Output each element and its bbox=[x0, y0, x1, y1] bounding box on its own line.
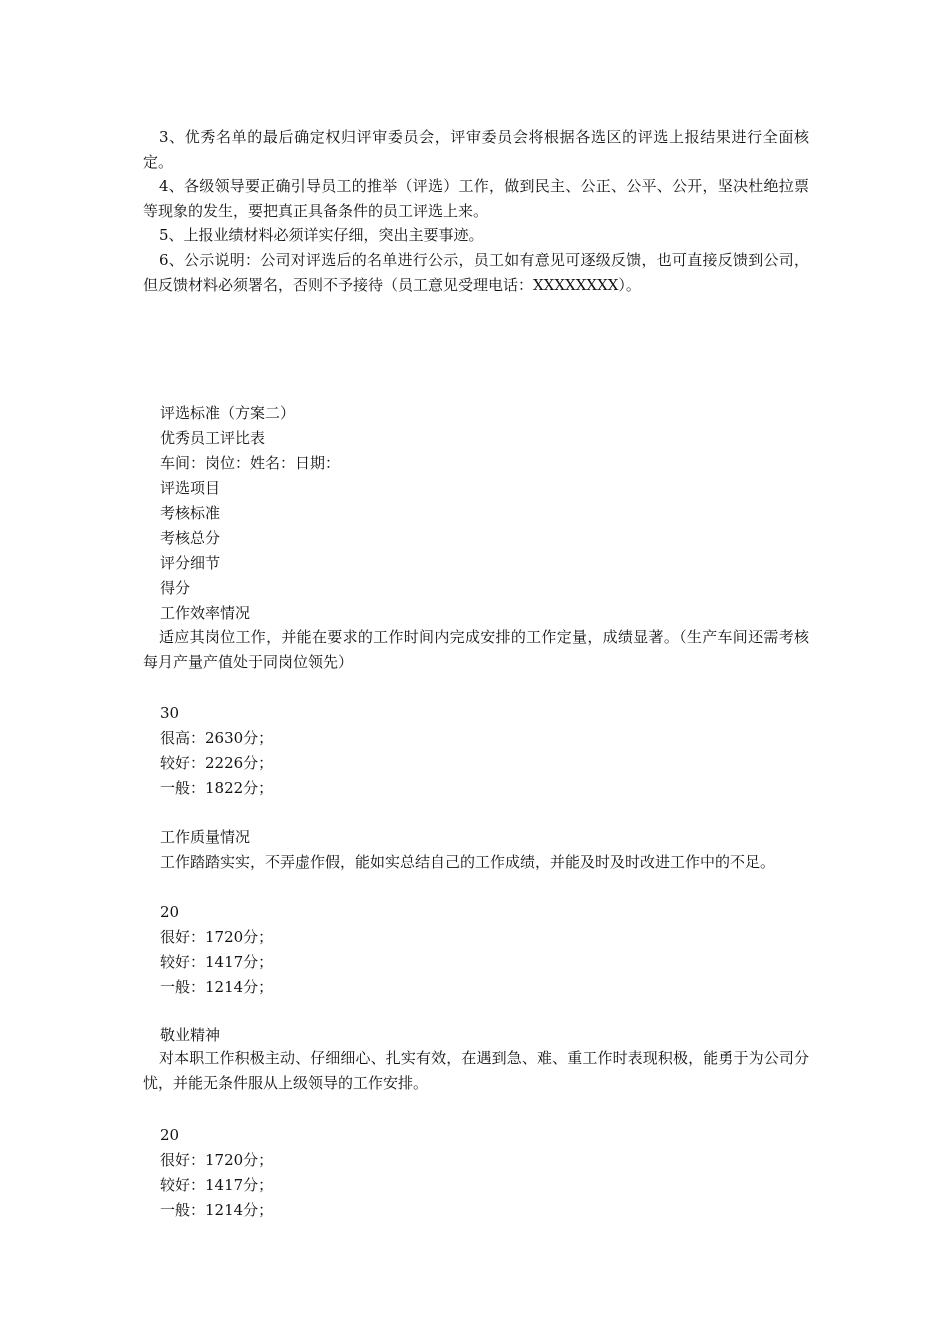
item-detail: 一般：1822分； bbox=[160, 779, 274, 797]
item-detail: 很高：2630分； bbox=[160, 729, 274, 747]
rule-item-5: 5、上报业绩材料必须详实仔细，突出主要事迹。 bbox=[159, 226, 484, 244]
item-standard: 适应其岗位工作，并能在要求的工作时间内完成安排的工作定量，成绩显著。（生产车间还需考核每月产量产值处于同岗位领先） bbox=[143, 628, 809, 671]
header-total: 考核总分 bbox=[160, 529, 221, 547]
item-detail: 一般：1214分； bbox=[160, 1201, 274, 1219]
header-item: 评选项目 bbox=[160, 479, 221, 497]
item-standard: 工作踏踏实实，不弄虚作假，能如实总结自己的工作成绩，并能及时及时改进工作中的不足。 bbox=[160, 853, 776, 871]
item-detail: 很好：1720分； bbox=[160, 1151, 274, 1169]
header-standard: 考核标准 bbox=[160, 504, 221, 522]
item-total: 30 bbox=[160, 704, 180, 722]
rule-item-4: 4、各级领导要正确引导员工的推举（评选）工作，做到民主、公正、公平、公开，坚决杜绝拉票等现象的发生，要把真正具备条件的员工评选上来。 bbox=[143, 177, 809, 220]
item-detail: 较好：1417分； bbox=[160, 1176, 274, 1194]
item-name: 工作效率情况 bbox=[160, 604, 251, 622]
item-detail: 很好：1720分； bbox=[160, 928, 274, 946]
header-score: 得分 bbox=[160, 579, 191, 597]
item-detail: 一般：1214分； bbox=[160, 978, 274, 996]
item-standard: 对本职工作积极主动、仔细细心、扎实有效，在遇到急、难、重工作时表现积极，能勇于为公司分忧，并能无条件服从上级领导的工作安排。 bbox=[143, 1049, 809, 1092]
rule-item-3: 3、优秀名单的最后确定权归评审委员会，评审委员会将根据各选区的评选上报结果进行全面核定。 bbox=[143, 128, 809, 171]
item-detail: 较好：1417分； bbox=[160, 953, 274, 971]
form-fields: 车间：岗位：姓名：日期： bbox=[160, 454, 341, 472]
header-details: 评分细节 bbox=[160, 554, 221, 572]
item-detail: 较好：2226分； bbox=[160, 754, 274, 772]
item-total: 20 bbox=[160, 903, 180, 921]
table-title: 优秀员工评比表 bbox=[160, 429, 266, 447]
item-name: 工作质量情况 bbox=[160, 828, 251, 846]
item-total: 20 bbox=[160, 1126, 180, 1144]
item-name: 敬业精神 bbox=[160, 1026, 221, 1044]
rule-item-6: 6、公示说明：公司对评选后的名单进行公示，员工如有意见可逐级反馈，也可直接反馈到公司，但反馈材料必须署名，否则不予接待（员工意见受理电话：XXXXXXXX）。 bbox=[143, 251, 809, 294]
plan-title: 评选标准（方案二） bbox=[160, 404, 296, 422]
